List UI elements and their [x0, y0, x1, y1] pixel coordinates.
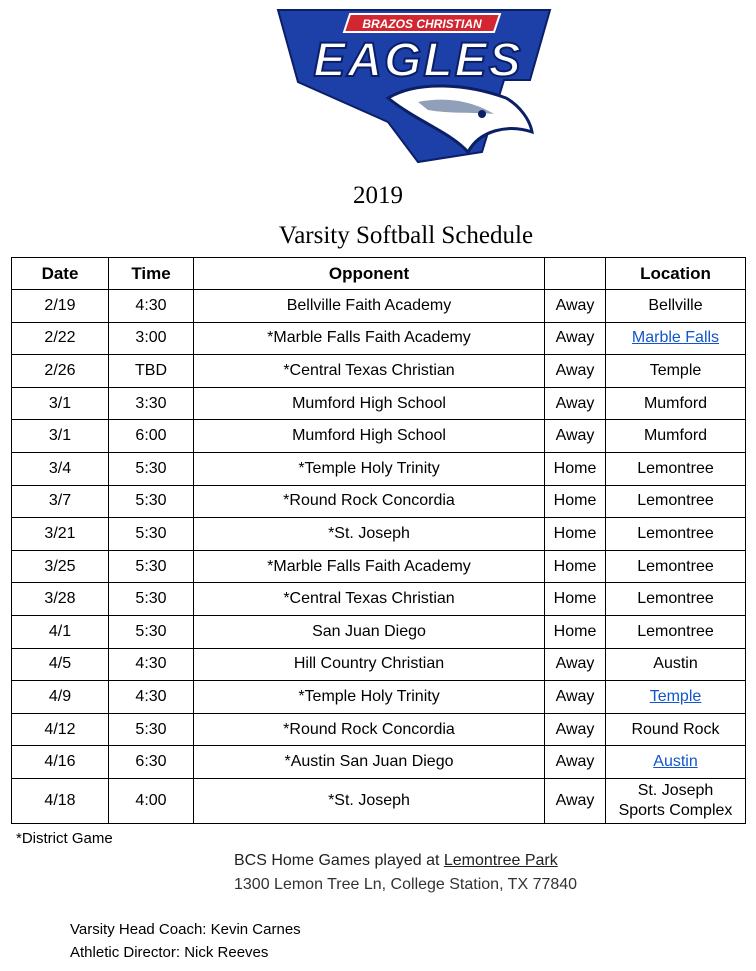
date-cell: 4/1 [12, 615, 109, 648]
date-cell: 3/28 [12, 583, 109, 616]
table-row [12, 746, 746, 779]
district-game-note: *District Game [16, 830, 113, 847]
table-row [12, 322, 746, 355]
time-cell: 3:00 [109, 322, 194, 355]
home-away-cell: Home [545, 452, 606, 485]
date-cell: 3/4 [12, 452, 109, 485]
column-header-location: Location [606, 258, 746, 290]
opponent-cell: *Marble Falls Faith Academy [194, 322, 545, 355]
opponent-cell: *Central Texas Christian [194, 355, 545, 388]
table-row [12, 518, 746, 551]
time-cell: 6:00 [109, 420, 194, 453]
table-header-row [12, 258, 746, 290]
opponent-cell: San Juan Diego [194, 615, 545, 648]
location-cell: Temple [606, 355, 746, 388]
home-games-prefix: BCS Home Games played at [234, 852, 444, 869]
date-cell: 3/21 [12, 518, 109, 551]
park-address: 1300 Lemon Tree Ln, College Station, TX 77840 [234, 876, 578, 893]
table-row [12, 713, 746, 746]
opponent-cell: *Central Texas Christian [194, 583, 545, 616]
opponent-cell: Mumford High School [194, 420, 545, 453]
table-row [12, 550, 746, 583]
location-cell: Mumford [606, 420, 746, 453]
location-cell[interactable]: Marble Falls [606, 322, 746, 355]
opponent-cell: Mumford High School [194, 387, 545, 420]
home-away-cell: Away [545, 387, 606, 420]
table-row [12, 452, 746, 485]
schedule-table [11, 257, 746, 824]
table-row [12, 485, 746, 518]
location-cell: Lemontree [606, 615, 746, 648]
date-cell: 4/18 [12, 778, 109, 823]
date-cell: 4/12 [12, 713, 109, 746]
table-row [12, 778, 746, 823]
home-away-cell: Away [545, 648, 606, 681]
column-header-date: Date [12, 258, 109, 290]
location-cell: Lemontree [606, 518, 746, 551]
home-away-cell: Away [545, 681, 606, 714]
date-cell: 4/16 [12, 746, 109, 779]
home-away-cell: Home [545, 485, 606, 518]
date-cell: 3/7 [12, 485, 109, 518]
home-away-cell: Home [545, 550, 606, 583]
location-cell: Lemontree [606, 550, 746, 583]
table-row [12, 681, 746, 714]
opponent-cell: *Temple Holy Trinity [194, 681, 545, 714]
time-cell: 4:30 [109, 681, 194, 714]
column-header-time: Time [109, 258, 194, 290]
eagles-logo [268, 2, 558, 164]
table-row [12, 648, 746, 681]
home-away-cell: Away [545, 290, 606, 323]
home-away-cell: Home [545, 583, 606, 616]
home-away-cell: Away [545, 778, 606, 823]
date-cell: 3/1 [12, 387, 109, 420]
column-header-home-away [545, 258, 606, 290]
location-cell: Round Rock [606, 713, 746, 746]
time-cell: 5:30 [109, 518, 194, 551]
time-cell: 4:30 [109, 290, 194, 323]
home-park-name: Lemontree Park [443, 852, 558, 869]
schedule-body [12, 290, 746, 824]
opponent-cell: *Round Rock Concordia [194, 713, 545, 746]
home-away-cell: Away [545, 355, 606, 388]
schedule-title: Varsity Softball Schedule [278, 222, 534, 249]
date-cell: 2/22 [12, 322, 109, 355]
opponent-cell: *St. Joseph [194, 778, 545, 823]
home-away-cell: Away [545, 746, 606, 779]
time-cell: 5:30 [109, 713, 194, 746]
head-coach: Varsity Head Coach: Kevin Carnes [70, 921, 301, 938]
opponent-cell: Bellville Faith Academy [194, 290, 545, 323]
table-row [12, 355, 746, 388]
date-cell: 4/5 [12, 648, 109, 681]
opponent-cell: Hill Country Christian [194, 648, 545, 681]
schedule-year: 2019 [353, 182, 403, 209]
time-cell: 5:30 [109, 615, 194, 648]
table-row [12, 387, 746, 420]
time-cell: 3:30 [109, 387, 194, 420]
home-away-cell: Away [545, 420, 606, 453]
home-away-cell: Away [545, 713, 606, 746]
table-row [12, 420, 746, 453]
time-cell: 6:30 [109, 746, 194, 779]
location-cell: Austin [606, 648, 746, 681]
location-cell: Bellville [606, 290, 746, 323]
date-cell: 2/19 [12, 290, 109, 323]
table-row [12, 583, 746, 616]
date-cell: 4/9 [12, 681, 109, 714]
location-cell: Mumford [606, 387, 746, 420]
date-cell: 3/25 [12, 550, 109, 583]
date-cell: 2/26 [12, 355, 109, 388]
logo-school-text: BRAZOS CHRISTIAN [362, 17, 482, 31]
time-cell: 5:30 [109, 583, 194, 616]
home-away-cell: Home [545, 518, 606, 551]
time-cell: 4:30 [109, 648, 194, 681]
location-cell: Lemontree [606, 452, 746, 485]
location-cell: Lemontree [606, 583, 746, 616]
opponent-cell: *Round Rock Concordia [194, 485, 545, 518]
home-games-line [234, 852, 558, 870]
opponent-cell: *Marble Falls Faith Academy [194, 550, 545, 583]
opponent-cell: *Austin San Juan Diego [194, 746, 545, 779]
date-cell: 3/1 [12, 420, 109, 453]
athletic-director: Athletic Director: Nick Reeves [70, 944, 269, 961]
time-cell: 5:30 [109, 485, 194, 518]
table-row [12, 615, 746, 648]
location-cell: Lemontree [606, 485, 746, 518]
home-away-cell: Home [545, 615, 606, 648]
opponent-cell: *St. Joseph [194, 518, 545, 551]
column-header-opponent: Opponent [194, 258, 545, 290]
location-cell: St. Joseph Sports Complex [606, 778, 746, 823]
table-row [12, 290, 746, 323]
time-cell: 5:30 [109, 550, 194, 583]
location-cell[interactable]: Temple [606, 681, 746, 714]
home-away-cell: Away [545, 322, 606, 355]
opponent-cell: *Temple Holy Trinity [194, 452, 545, 485]
time-cell: TBD [109, 355, 194, 388]
logo-mascot-text: EAGLES [313, 34, 523, 87]
time-cell: 5:30 [109, 452, 194, 485]
location-cell[interactable]: Austin [606, 746, 746, 779]
time-cell: 4:00 [109, 778, 194, 823]
